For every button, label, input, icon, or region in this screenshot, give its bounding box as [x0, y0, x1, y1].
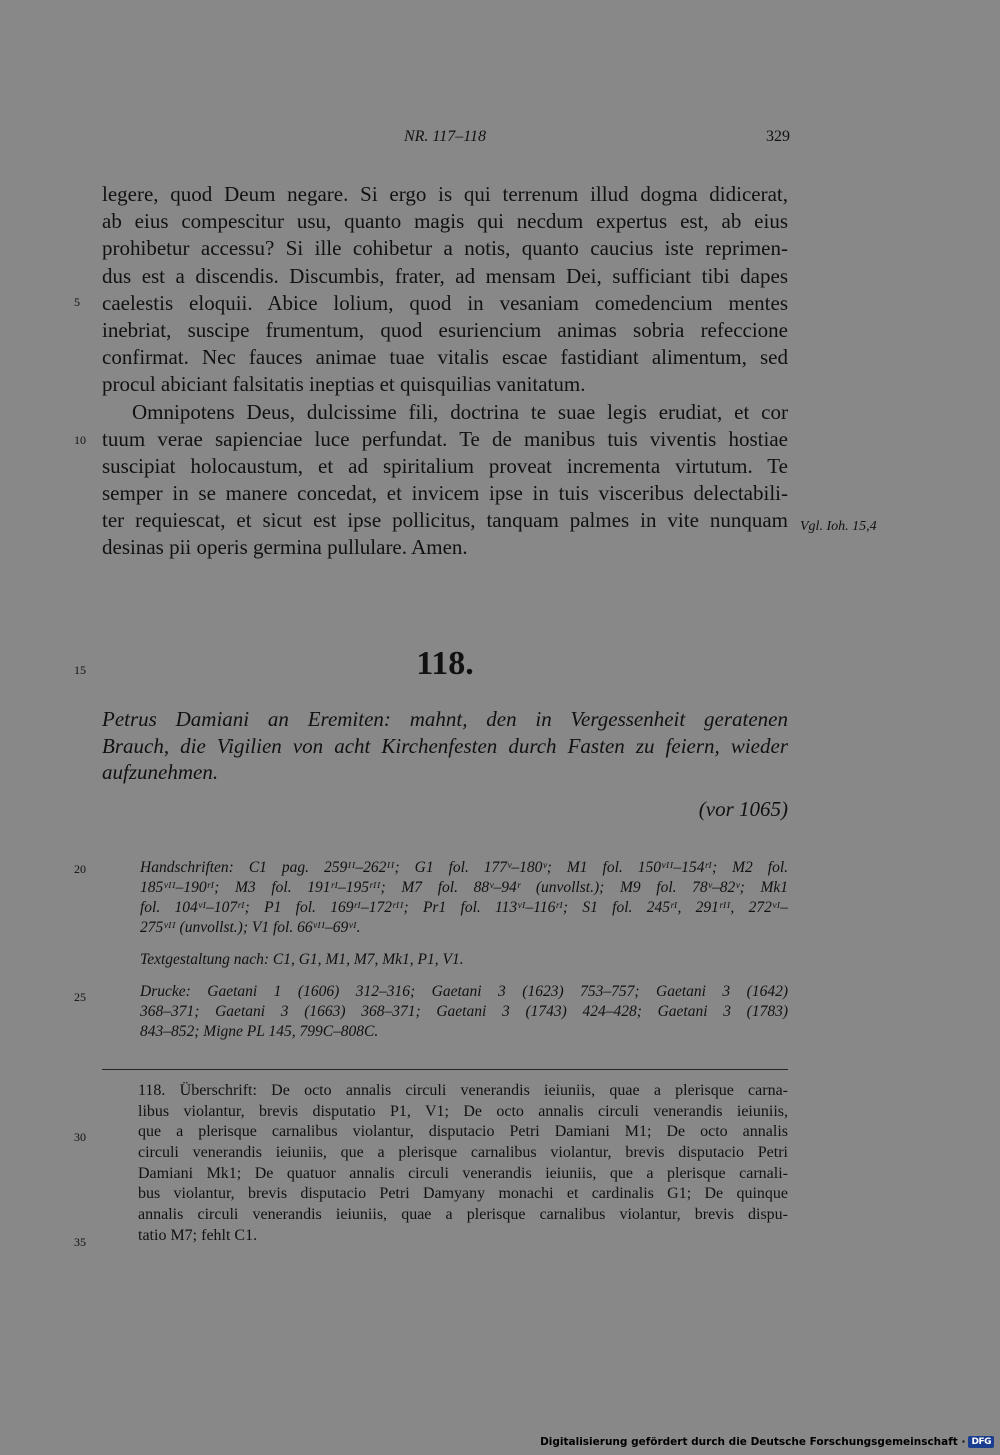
margin-reference: Vgl. Ioh. 15,4 [800, 519, 877, 534]
handschriften-line: 275ᵛᴵᴵ (unvollst.); V1 fol. 66ᵛᴵᴵ–69ᵛᴵ. [140, 919, 361, 936]
footnote-line: circuli venerandis ieiuniis, que a plerisque carnalibus violantur, brevis disputacio Petri [138, 1144, 788, 1162]
line-number: 20 [74, 862, 86, 876]
footnote-line: libus violantur, brevis disputatio P1, V1; De octo annalis circuli venerandis ieiuniis, [138, 1102, 788, 1120]
text-line: prohibetur accessu? Si ille cohibetur a notis, quanto caucius iste reprimen- [102, 236, 788, 261]
footnote-line: que a plerisque carnalibus violantur, disputacio Petri Damiani M1; De octo annalis [138, 1123, 788, 1141]
text-line: semper in se manere concedat, et invicem ipse in tuis visceribus delectabili- [102, 481, 788, 506]
text-line: dus est a discendis. Discumbis, frater, ad mensam Dei, sufficiant tibi dapes [102, 263, 788, 288]
text-line: suscipiat holocaustum, et ad spiritalium proveat incrementa virtutum. Te [102, 453, 788, 478]
handschriften-line: Handschriften: C1 pag. 259ᴵᴵ–262ᴵᴵ; G1 fol. 177ᵛ–180ᵛ; M1 fol. 150ᵛᴵᴵ–154ʳᴵ; M2 fol. [140, 859, 788, 876]
footnote-line: annalis circuli venerandis ieiuniis, quae a plerisque carnalibus violantur, brevis dispu- [138, 1206, 788, 1224]
text-line: procul abiciant falsitatis ineptias et quisquilias vanitatum. [102, 372, 586, 397]
text-line: ter requiescat, et sicut est ipse pollicitus, tanquam palmes in vite nunquam [102, 508, 788, 533]
line-number: 35 [74, 1235, 86, 1249]
text-line: desinas pii operis germina pullulare. Amen. [102, 535, 468, 560]
textgestaltung-line: Textgestaltung nach: C1, G1, M1, M7, Mk1, P1, V1. [140, 951, 464, 968]
regest-line: aufzunehmen. [102, 760, 219, 784]
line-number: 5 [74, 295, 80, 309]
manuscript-apparatus [140, 858, 788, 1042]
document-number: 118. [416, 645, 474, 682]
text-line: inebriat, suscipe frumentum, quod esuriencium animas sobria refeccione [102, 317, 788, 342]
line-number: 10 [74, 433, 86, 447]
text-line: tuum verae sapienciae luce perfundat. Te de manibus tuis viventis hostiae [102, 426, 788, 451]
page-number: 329 [766, 128, 790, 145]
running-head-title: NR. 117–118 [403, 128, 487, 145]
footnote-line: Damiani Mk1; De quatuor annalis circuli venerandis ieiuniis, que a plerisque carnali- [138, 1164, 788, 1182]
regest-line: Brauch, die Vigilien von acht Kirchenfesten durch Fasten zu feiern, wieder [102, 733, 788, 758]
running-head [100, 128, 790, 152]
handschriften-line: 185ᵛᴵᴵ–190ʳᴵ; M3 fol. 191ʳᴵ–195ʳᴵᴵ; M7 fol. 88ᵛ–94ʳ (unvollst.); M9 fol. 78ᵛ–82ᵛ; Mk1 [140, 879, 788, 896]
main-text [102, 181, 788, 562]
line-number: 25 [74, 990, 86, 1004]
document-date: (vor 1065) [698, 797, 788, 821]
line-number: 30 [74, 1130, 86, 1144]
footnote-apparatus [138, 1081, 788, 1247]
footnote-line: 118. Überschrift: De octo annalis circuli venerandis ieiuniis, quae a plerisque carna- [138, 1082, 788, 1099]
text-line: Omnipotens Deus, dulcissime fili, doctrina te suae legis erudiat, et cor [132, 399, 788, 424]
footnote-line: bus violantur, brevis disputacio Petri Damyany monachi et cardinalis G1; De quinque [138, 1185, 788, 1203]
footnote-divider [102, 1069, 788, 1070]
footer-text: Digitalisierung gefördert durch die Deutsche Forschungsgemeinschaft · [540, 1436, 966, 1448]
drucke-line: 368–371; Gaetani 3 (1663) 368–371; Gaetani 3 (1743) 424–428; Gaetani 3 (1783) [140, 1003, 788, 1020]
text-line: legere, quod Deum negare. Si ergo is qui terrenum illud dogma didicerat, [102, 182, 788, 206]
digitization-footer [540, 1433, 994, 1451]
dfg-logo-icon: DFG [968, 1436, 994, 1448]
handschriften-line: fol. 104ᵛᴵ–107ʳᴵ; P1 fol. 169ʳᴵ–172ʳᴵᴵ; Pr1 fol. 113ᵛᴵ–116ʳᴵ; S1 fol. 245ʳᴵ, 291ʳᴵᴵ, 272ᵛᴵ– [140, 899, 788, 916]
line-number: 15 [74, 663, 86, 677]
text-line: ab eius compescitur usu, quanto magis qui necdum expertus est, ab eius [102, 209, 788, 234]
footnote-line: tatio M7; fehlt C1. [138, 1226, 258, 1244]
text-line: caelestis eloquii. Abice lolium, quod in vesaniam comedencium mentes [102, 290, 788, 315]
regest-line: Petrus Damiani an Eremiten: mahnt, den in Vergessenheit geratenen [102, 707, 788, 731]
regest [102, 706, 788, 786]
text-line: confirmat. Nec fauces animae tuae vitalis escae fastidiant alimentum, sed [102, 345, 788, 370]
drucke-line: Drucke: Gaetani 1 (1606) 312–316; Gaetani 3 (1623) 753–757; Gaetani 3 (1642) [140, 983, 788, 1000]
drucke-line: 843–852; Migne PL 145, 799C–808C. [140, 1023, 379, 1040]
